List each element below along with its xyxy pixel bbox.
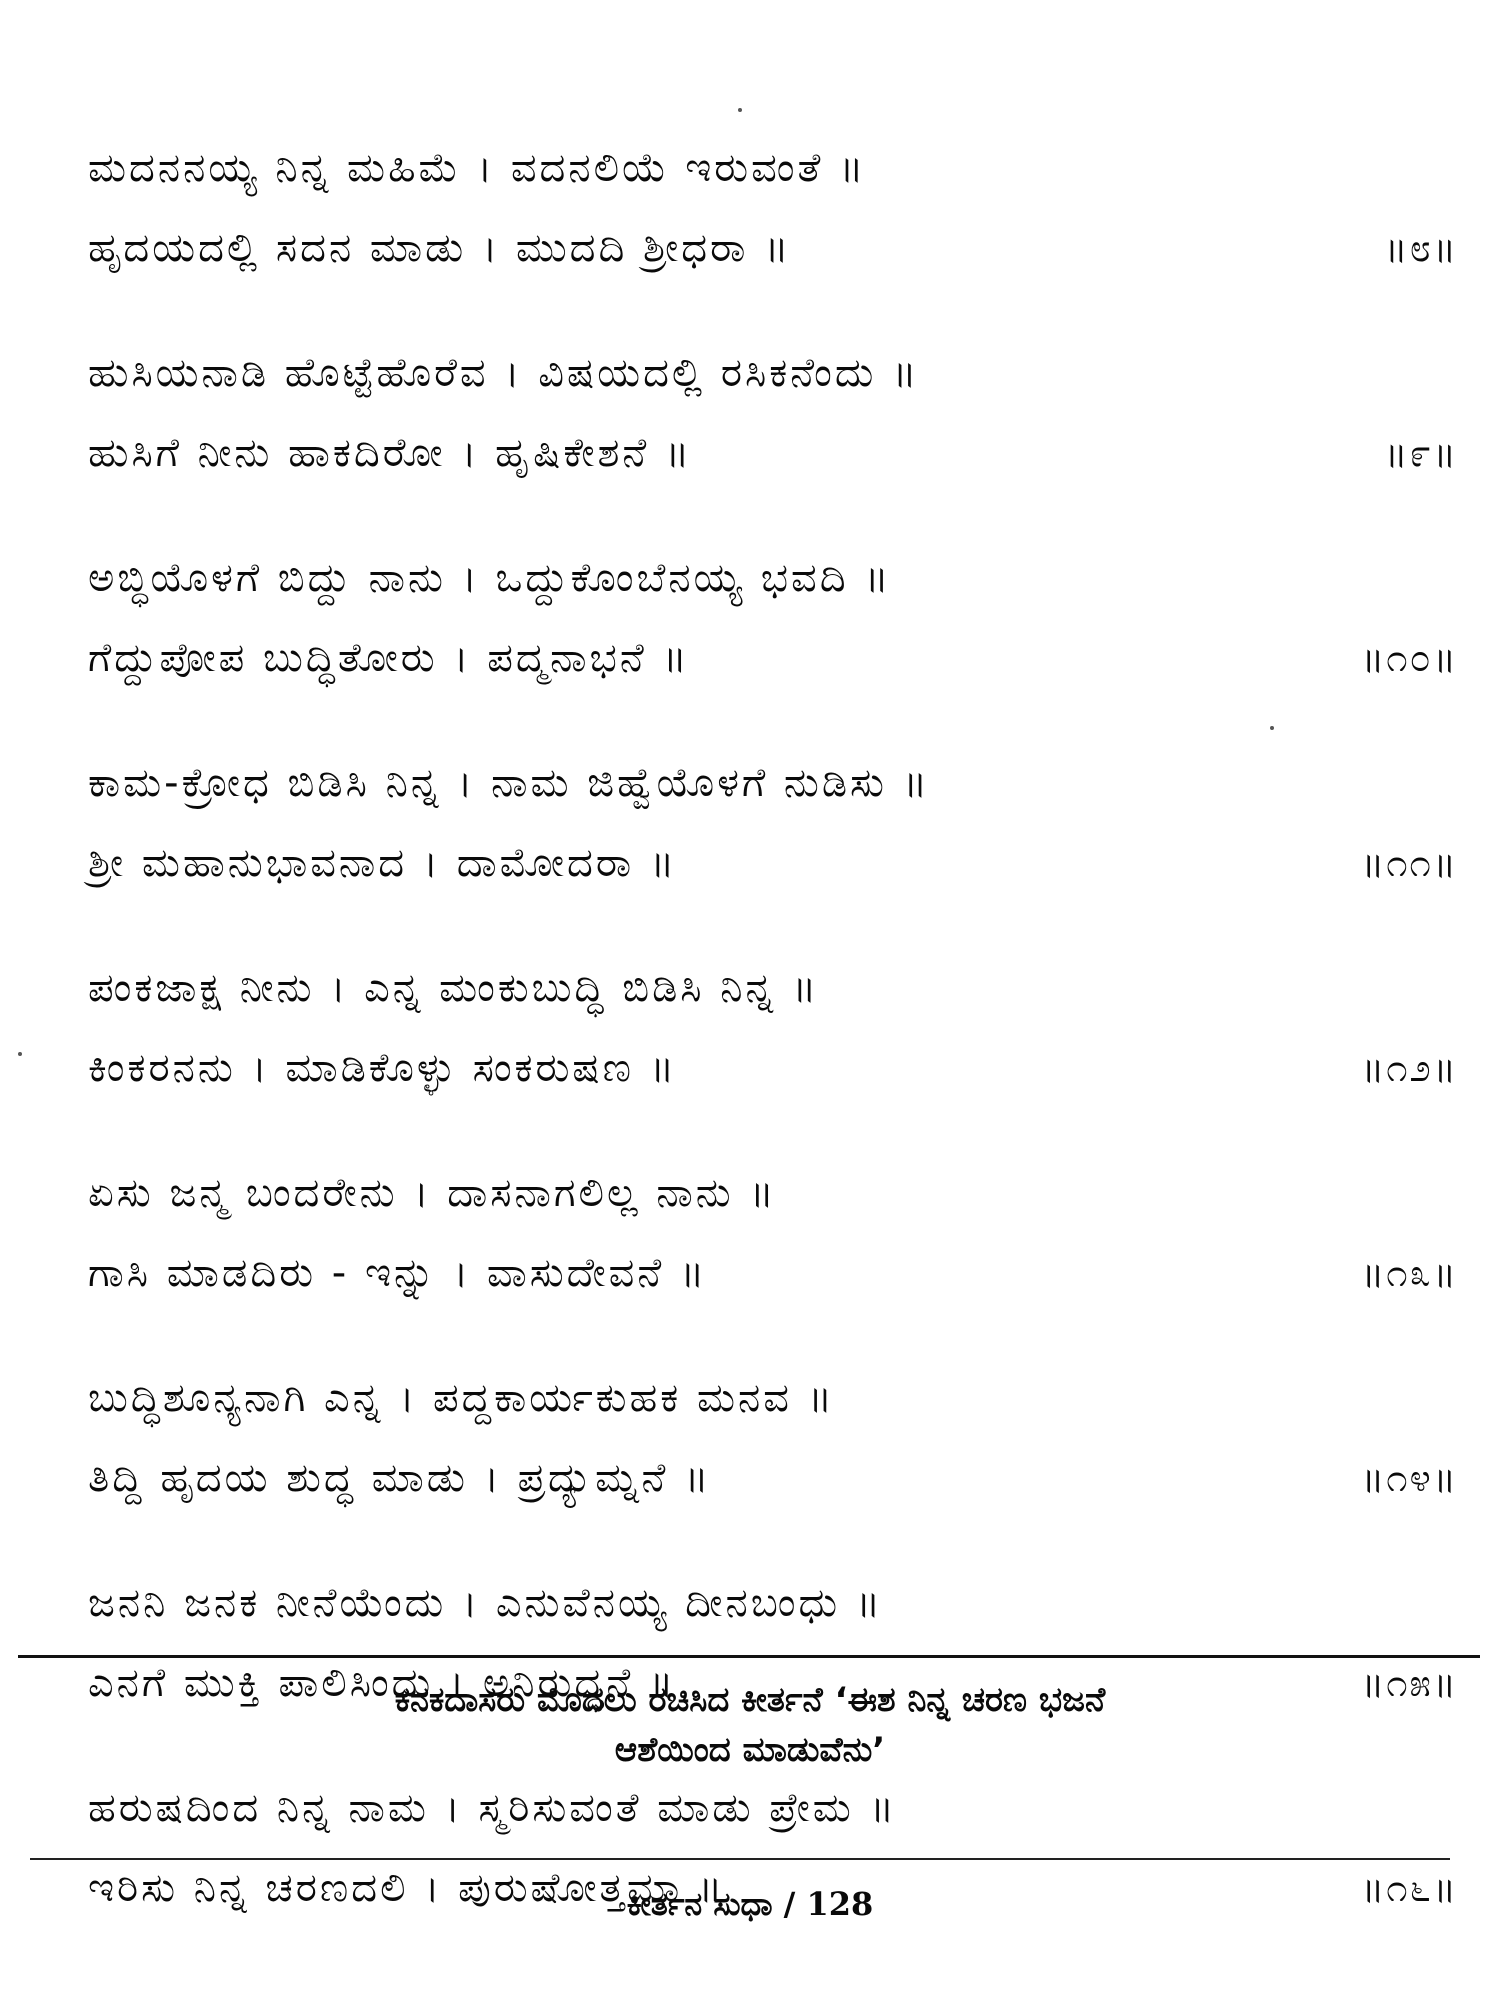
stanza xyxy=(88,333,1458,493)
verse-line xyxy=(88,823,1458,903)
verse-line xyxy=(88,413,1458,493)
verse-text: ಕಾಮ-ಕ್ರೋಧ ಬಿಡಿಸಿ ನಿನ್ನ । ನಾಮ ಜಿಹ್ವೆಯೊಳಗೆ ನುಡಿಸು ॥ xyxy=(88,760,931,806)
verse-number: ॥೧೪॥ xyxy=(1361,1456,1458,1500)
verse-text: ಏಸು ಜನ್ಮ ಬಂದರೇನು । ದಾಸನಾಗಲಿಲ್ಲ ನಾನು ॥ xyxy=(88,1170,777,1216)
verse-text: ಗೆದ್ದುಪೋಪ ಬುದ್ಧಿತೋರು । ಪದ್ಮನಾಭನೆ ॥ xyxy=(88,635,690,681)
verse-text: ಹುಸಿಯನಾಡಿ ಹೊಟ್ಟೆಹೊರೆವ । ವಿಷಯದಲ್ಲಿ ರಸಿಕನೆಂದು ॥ xyxy=(88,350,920,396)
verse-text: ಬುದ್ಧಿಶೂನ್ಯನಾಗಿ ಎನ್ನ । ಪದ್ದಕಾರ್ಯಕುಹಕ ಮನವ ॥ xyxy=(88,1375,836,1421)
caption xyxy=(100,1675,1400,1775)
verse-number: ॥೧೨॥ xyxy=(1361,1046,1458,1090)
verse-line xyxy=(88,1153,1458,1233)
scan-speck xyxy=(738,108,742,112)
verse-number: ॥೧೫॥ xyxy=(1361,1661,1458,1705)
verse-number: ॥೮॥ xyxy=(1384,226,1458,270)
stanza xyxy=(88,538,1458,698)
stanza xyxy=(88,1153,1458,1313)
stanza xyxy=(88,948,1458,1108)
verse-line xyxy=(88,1233,1458,1313)
verse-number: ॥೧೧॥ xyxy=(1361,841,1458,885)
verse-text: ಮದನನಯ್ಯ ನಿನ್ನ ಮಹಿಮೆ । ವದನಲಿಯೆ ಇರುವಂತೆ ॥ xyxy=(88,145,867,191)
verse-line xyxy=(88,128,1458,208)
footer-divider xyxy=(30,1858,1450,1860)
caption-line: ಆಶೆಯಿಂದ ಮಾಡುವೆನು’ xyxy=(614,1730,886,1770)
verse-text: ಗಾಸಿ ಮಾಡದಿರು - ಇನ್ನು । ವಾಸುದೇವನೆ ॥ xyxy=(88,1250,708,1296)
verse-number: ॥೧೬॥ xyxy=(1361,1866,1458,1910)
stanza xyxy=(88,743,1458,903)
section-divider xyxy=(18,1655,1480,1658)
verse-text: ಕಿಂಕರನನು । ಮಾಡಿಕೊಳ್ಳು ಸಂಕರುಷಣ ॥ xyxy=(88,1045,678,1091)
verse-line xyxy=(88,1563,1458,1643)
stanza xyxy=(88,128,1458,288)
scan-speck xyxy=(18,1052,22,1056)
verse-text: ಶ್ರೀ ಮಹಾನುಭಾವನಾದ । ದಾಮೋದರಾ ॥ xyxy=(88,840,678,886)
verse-line xyxy=(88,1438,1458,1518)
verse-text: ಹುಸಿಗೆ ನೀನು ಹಾಕದಿರೋ । ಹೃಷಿಕೇಶನೆ ॥ xyxy=(88,430,693,476)
verse-number: ॥೧೦॥ xyxy=(1361,636,1458,680)
verse-line xyxy=(88,538,1458,618)
verse-line xyxy=(88,1768,1458,1848)
verse-line xyxy=(88,743,1458,823)
page-footer: ಕೀರ್ತನ ಸುಧಾ / 128 xyxy=(626,1885,874,1923)
verse-text: ಹರುಷದಿಂದ ನಿನ್ನ ನಾಮ । ಸ್ಮರಿಸುವಂತೆ ಮಾಡು ಪ್ರೇಮ ॥ xyxy=(88,1785,897,1831)
verse-text: ಜನನಿ ಜನಕ ನೀನೆಯೆಂದು । ಎನುವೆನಯ್ಯ ದೀನಬಂಧು ॥ xyxy=(88,1580,884,1626)
verse-line xyxy=(88,1028,1458,1108)
stanza xyxy=(88,1358,1458,1518)
verse-line xyxy=(88,208,1458,288)
verse-line xyxy=(88,618,1458,698)
verse-line xyxy=(88,333,1458,413)
verse-line xyxy=(88,1358,1458,1438)
verse-text: ತಿದ್ದಿ ಹೃದಯ ಶುದ್ಧ ಮಾಡು । ಪ್ರದ್ಯುಮ್ನನೆ ॥ xyxy=(88,1455,712,1501)
verse-text: ಇರಿಸು ನಿನ್ನ ಚರಣದಲಿ । ಪುರುಷೋತ್ತಮಾ ॥ xyxy=(88,1865,726,1911)
verse-text: ಹೃದಯದಲ್ಲಿ ಸದನ ಮಾಡು । ಮುದದಿ ಶ್ರೀಧರಾ ॥ xyxy=(88,225,792,271)
verse-text: ಅಬ್ಧಿಯೊಳಗೆ ಬಿದ್ದು ನಾನು । ಒದ್ದುಕೊಂಬೆನಯ್ಯ ಭವದಿ ॥ xyxy=(88,555,892,601)
verse-line xyxy=(88,948,1458,1028)
verse-number: ॥೧೩॥ xyxy=(1361,1251,1458,1295)
verse-text: ಎನಗೆ ಮುಕ್ತಿ ಪಾಲಿಸಿಂದು । ಅನಿರುದ್ಧನೆ ॥ xyxy=(88,1660,677,1706)
verse-text: ಪಂಕಜಾಕ್ಷ ನೀನು । ಎನ್ನ ಮಂಕುಬುದ್ಧಿ ಬಿಡಿಸಿ ನಿನ್ನ ॥ xyxy=(88,965,820,1011)
caption-line: ಕನಕದಾಸರು ಮೊದಲು ರಚಿಸಿದ ಕೀರ್ತನೆ ‘ಈಶ ನಿನ್ನ ಚರಣ ಭಜನೆ xyxy=(394,1680,1106,1720)
verse-number: ॥೯॥ xyxy=(1384,431,1458,475)
